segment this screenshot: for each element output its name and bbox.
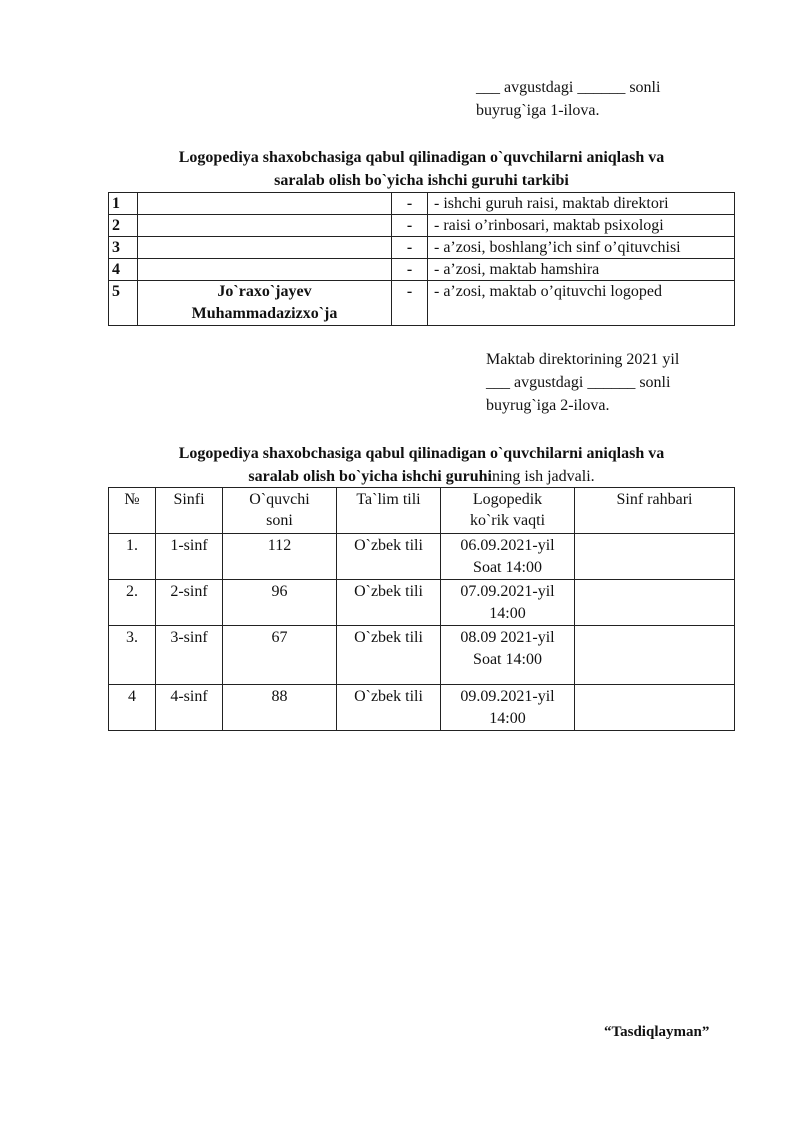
- header-student-count-line-1: O`quvchi: [249, 491, 310, 508]
- section-1-title: [108, 146, 735, 192]
- class-teacher-cell: [575, 626, 735, 685]
- member-role: - a’zosi, maktab o’qituvchi logoped: [428, 281, 735, 326]
- member-name: [138, 237, 392, 259]
- language-cell: O`zbek tili: [337, 685, 441, 731]
- table-row: [109, 193, 735, 215]
- exam-hour: 14:00: [489, 710, 526, 727]
- class-cell: 3-sinf: [156, 626, 223, 685]
- table-row: [109, 626, 735, 685]
- appendix-1-note: [476, 76, 660, 122]
- student-count-cell: 67: [223, 626, 337, 685]
- exam-time-cell: [441, 580, 575, 626]
- dash-cell: -: [392, 237, 428, 259]
- header-student-count: [223, 488, 337, 534]
- dash-cell: -: [392, 215, 428, 237]
- row-number: 3: [109, 237, 138, 259]
- row-number: 4: [109, 685, 156, 731]
- exam-time-cell: [441, 626, 575, 685]
- header-student-count-line-2: soni: [266, 512, 293, 529]
- language-cell: O`zbek tili: [337, 580, 441, 626]
- exam-hour: 14:00: [489, 605, 526, 622]
- exam-date: 07.09.2021-yil: [460, 583, 555, 600]
- language-cell: O`zbek tili: [337, 534, 441, 580]
- class-teacher-cell: [575, 685, 735, 731]
- dash-cell: -: [392, 281, 428, 326]
- exam-date: 08.09 2021-yil: [460, 629, 555, 646]
- table-row: [109, 685, 735, 731]
- row-number: 1: [109, 193, 138, 215]
- exam-time-cell: [441, 685, 575, 731]
- table-row: [109, 215, 735, 237]
- exam-hour: Soat 14:00: [473, 651, 542, 668]
- header-exam-time-line-2: ko`rik vaqti: [469, 512, 546, 529]
- working-group-table: [108, 192, 735, 326]
- section-2-title-line-1: Logopediya shaxobchasiga qabul qilinadigan o`quvchilarni aniqlash va: [178, 445, 665, 462]
- member-role: - a’zosi, boshlang’ich sinf o’qituvchisi: [428, 237, 735, 259]
- appendix-2-line-3: buyrug`iga 2-ilova.: [486, 397, 610, 414]
- member-name: [138, 281, 392, 326]
- member-name: [138, 215, 392, 237]
- table-row: [109, 580, 735, 626]
- class-cell: 2-sinf: [156, 580, 223, 626]
- member-role: - a’zosi, maktab hamshira: [428, 259, 735, 281]
- language-cell: O`zbek tili: [337, 626, 441, 685]
- member-name: [138, 193, 392, 215]
- header-class: Sinfi: [156, 488, 223, 534]
- appendix-2-line-1: Maktab direktorining 2021 yil: [486, 351, 680, 368]
- row-number: 1.: [109, 534, 156, 580]
- member-role: - raisi o’rinbosari, maktab psixologi: [428, 215, 735, 237]
- table-row: [109, 281, 735, 326]
- row-number: 2: [109, 215, 138, 237]
- section-1-title-line-1: Logopediya shaxobchasiga qabul qilinadigan o`quvchilarni aniqlash va: [178, 149, 665, 166]
- exam-time-cell: [441, 534, 575, 580]
- member-name-line-1: Jo`raxo`jayev: [217, 283, 312, 300]
- appendix-1-line-1: ___ avgustdagi ______ sonli: [476, 79, 661, 96]
- header-exam-time-line-1: Logopedik: [472, 491, 543, 508]
- appendix-2-note: [486, 348, 679, 417]
- table-row: [109, 534, 735, 580]
- class-teacher-cell: [575, 580, 735, 626]
- row-number: 2.: [109, 580, 156, 626]
- table-row: [109, 237, 735, 259]
- exam-date: 06.09.2021-yil: [460, 537, 555, 554]
- student-count-cell: 88: [223, 685, 337, 731]
- member-name-line-2: Muhammadazizxo`ja: [191, 305, 338, 322]
- section-2-title-line-2: [108, 465, 735, 488]
- section-2-title-normal-part: ning ish jadvali.: [491, 468, 595, 485]
- table-row: [109, 259, 735, 281]
- student-count-cell: 112: [223, 534, 337, 580]
- section-2-title-bold-part: saralab olish bo`yicha ishchi guruhi: [248, 468, 492, 485]
- dash-cell: -: [392, 259, 428, 281]
- approval-label: “Tasdiqlayman”: [604, 1024, 710, 1040]
- section-1-title-line-2: saralab olish bo`yicha ishchi guruhi tarkibi: [274, 172, 569, 189]
- row-number: 4: [109, 259, 138, 281]
- appendix-2-line-2: ___ avgustdagi ______ sonli: [486, 374, 671, 391]
- class-teacher-cell: [575, 534, 735, 580]
- class-cell: 4-sinf: [156, 685, 223, 731]
- header-exam-time: [441, 488, 575, 534]
- row-number: 3.: [109, 626, 156, 685]
- header-language: Ta`lim tili: [337, 488, 441, 534]
- table-header-row: [109, 488, 735, 534]
- student-count-cell: 96: [223, 580, 337, 626]
- header-number: №: [109, 488, 156, 534]
- member-role: - ishchi guruh raisi, maktab direktori: [428, 193, 735, 215]
- exam-hour: Soat 14:00: [473, 559, 542, 576]
- member-name: [138, 259, 392, 281]
- class-cell: 1-sinf: [156, 534, 223, 580]
- exam-date: 09.09.2021-yil: [460, 688, 555, 705]
- header-class-teacher: Sinf rahbari: [575, 488, 735, 534]
- appendix-1-line-2: buyrug`iga 1-ilova.: [476, 102, 600, 119]
- schedule-table: [108, 487, 735, 731]
- section-2-title: [108, 442, 735, 488]
- dash-cell: -: [392, 193, 428, 215]
- row-number: 5: [109, 281, 138, 326]
